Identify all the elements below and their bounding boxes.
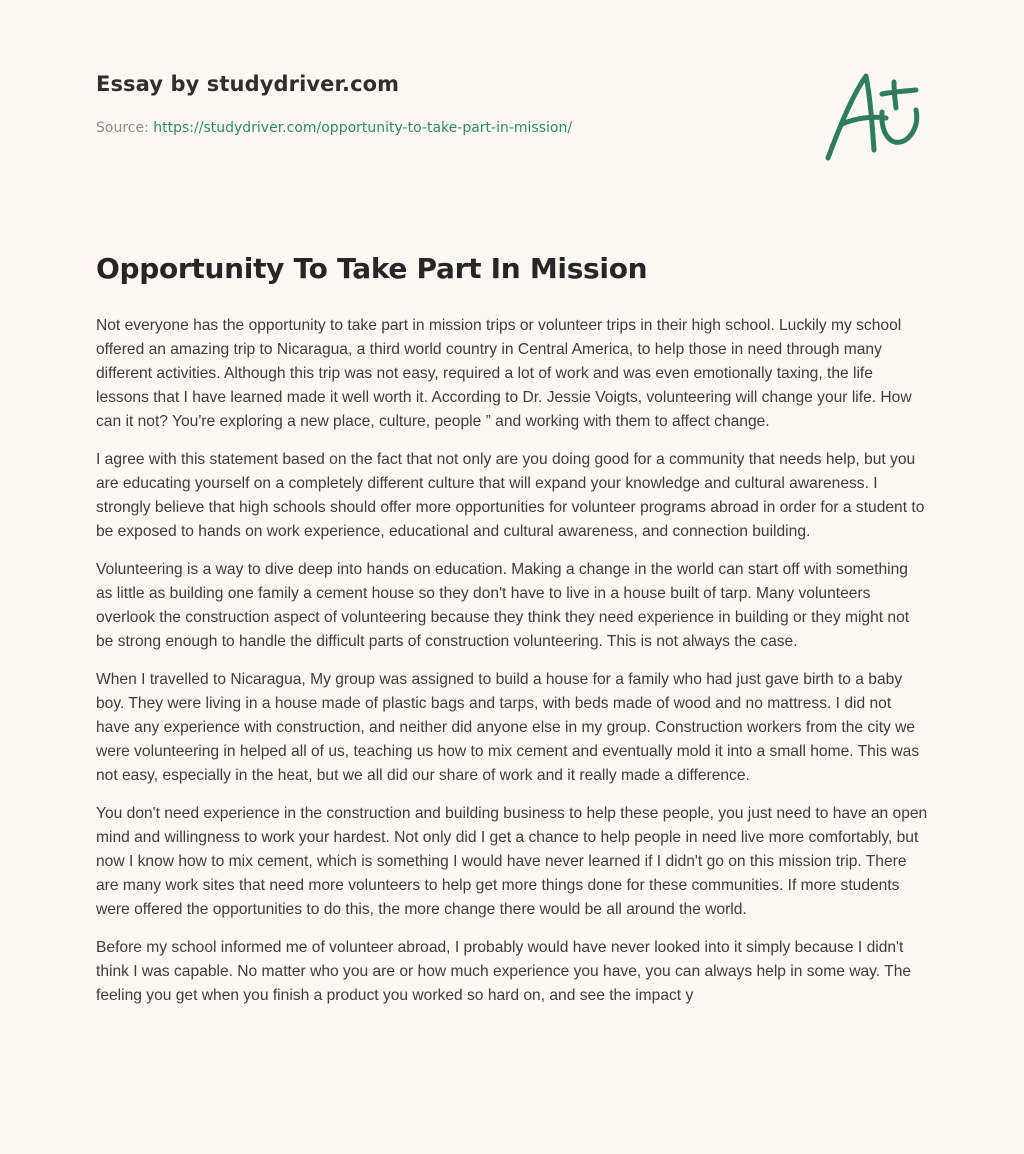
source-line — [96, 120, 796, 136]
a-plus-logo-icon — [820, 66, 930, 166]
article-paragraph: Volunteering is a way to dive deep into hands on education. Making a change in the world can start off with something as little as building one family a cement house so they don't have to live in a house built of tarp. Many volunteers overlook the construction aspect of volunteering because they think they need experience in building or they might not be strong enough to handle the difficult parts of construction volunteering. This is not always the case. — [96, 561, 910, 650]
article-paragraph: You don't need experience in the construction and building business to help these people, you just need to have an open mind and willingness to work your hardest. Not only did I get a chance to help people in need live more comfortably, but now I know how to mix cement, which is something I would have never learned if I didn't go on this mission trip. There are many work sites that need more volunteers to help get more things done for these communities. If more students were offered the opportunities to do this, the more change there would be all around the world. — [96, 805, 928, 918]
article-body — [96, 314, 928, 1022]
article-paragraph: Before my school informed me of volunteer abroad, I probably would have never looked into it simply because I didn't think I was capable. No matter who you are or how much experience you have, you can always help in some way. The feeling you get when you finish a product you worked so hard on, and see the impact y — [96, 939, 912, 1004]
article-paragraph: When I travelled to Nicaragua, My group was assigned to build a house for a family who had just gave birth to a baby boy. They were living in a house made of plastic bags and tarps, with beds made of wood and no mattress. I did not have any experience with construction, and neither did anyone else in my group. Construction workers from the city we were volunteering in helped all of us, teaching us how to mix cement and eventually mold it into a small home. This was not easy, especially in the heat, but we all did our share of work and it really made a difference. — [96, 671, 920, 784]
page-header — [96, 72, 796, 136]
source-label: Source: — [96, 120, 154, 136]
article-paragraph: Not everyone has the opportunity to take part in mission trips or volunteer trips in their high school. Luckily my school offered an amazing trip to Nicaragua, a third world country in Central America, to help those in need through many different activities. Although this trip was not easy, required a lot of work and was even emotionally taxing, the life lessons that I have learned made it well worth it. According to Dr. Jessie Voigts, volunteering will change your life. How can it not? You're exploring a new place, culture, people ” and working with them to affect change. — [96, 317, 912, 430]
article-title: Opportunity To Take Part In Mission — [96, 252, 648, 285]
source-link[interactable]: https://studydriver.com/opportunity-to-take-part-in-mission/ — [153, 120, 573, 136]
article-paragraph: I agree with this statement based on the fact that not only are you doing good for a community that needs help, but you are educating yourself on a completely different culture that will expand your knowledge and cultural awareness. I strongly believe that high schools should offer more opportunities for volunteer programs abroad in order for a student to be exposed to hands on work experience, educational and cultural awareness, and connection building. — [96, 451, 925, 540]
site-brand: Essay by studydriver.com — [96, 72, 400, 96]
